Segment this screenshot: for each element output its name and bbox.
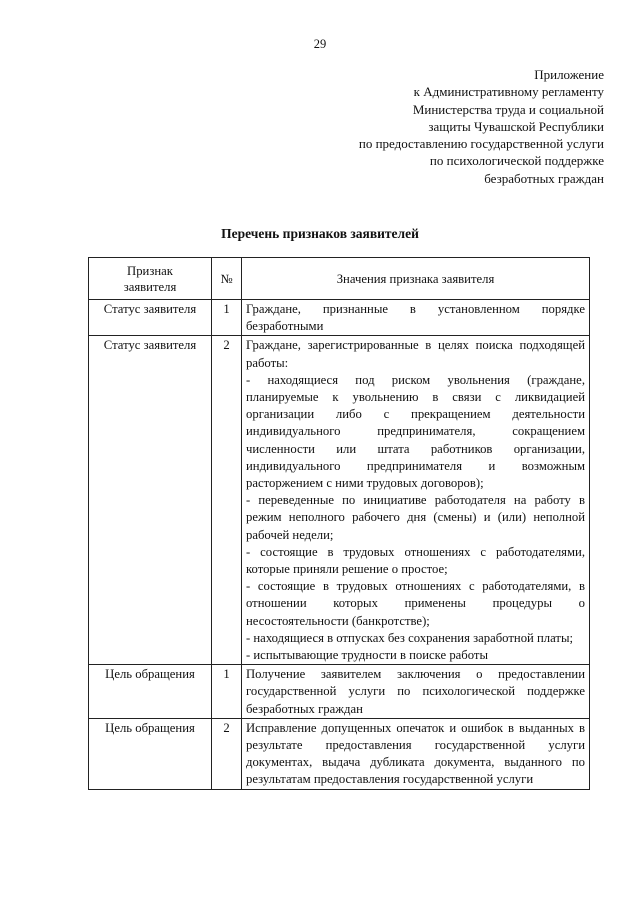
table-row xyxy=(89,665,590,719)
table-body xyxy=(89,300,590,790)
row-number: 2 xyxy=(212,336,242,665)
table-row xyxy=(89,336,590,665)
table-row xyxy=(89,300,590,336)
appendix-line: безработных граждан xyxy=(484,170,604,186)
value-paragraph: - испытывающие трудности в поиске работы xyxy=(246,648,489,663)
row-attribute: Статус заявителя xyxy=(89,300,212,336)
appendix-line: по предоставлению государственной услуги xyxy=(358,136,604,152)
appendix-line: Приложение xyxy=(534,67,604,82)
row-attribute: Цель обращения xyxy=(89,718,212,789)
value-paragraph: - состоящие в трудовых отношениях с работодателями, которые приняли решение о простое; xyxy=(246,544,585,577)
header-value: Значения признака заявителя xyxy=(242,258,590,300)
header-attribute xyxy=(89,258,212,300)
appendix-line: Министерства труда и социальной xyxy=(412,101,604,117)
document-title: Перечень признаков заявителей xyxy=(221,226,419,241)
row-value xyxy=(242,300,590,336)
appendix-line: по психологической поддержке xyxy=(429,153,604,169)
page-number: 29 xyxy=(313,37,327,51)
table-row xyxy=(89,718,590,789)
value-paragraph: - находящиеся в отпусках без сохранения заработной платы; xyxy=(246,630,574,645)
row-value xyxy=(242,665,590,719)
row-number: 2 xyxy=(212,718,242,789)
value-paragraph: - находящиеся под риском увольнения (граждане, планируемые к увольнению в связи с ликвидацией организации либо с прекращением деятельности индивидуального предпринимателя, сокращением численности или штата работников организации, индивидуального предпринимателя и возможным расторжением с ними трудовых договоров); xyxy=(246,372,585,491)
value-paragraph: - состоящие в трудовых отношениях с работодателями, в отношении которых применены процедуры о несостоятельности (банкротстве); xyxy=(246,579,585,628)
row-attribute: Цель обращения xyxy=(89,665,212,719)
appendix-line: к Административному регламенту xyxy=(413,84,604,100)
appendix-header xyxy=(359,66,604,187)
appendix-line: защиты Чувашской Республики xyxy=(428,118,604,134)
value-paragraph: Исправление допущенных опечаток и ошибок в выданных в результате предоставления государственной услуги документах, выдача дубликата документа, выданного по результатам предоставления государственной услуги xyxy=(246,720,585,787)
header-attribute-label: Признак заявителя xyxy=(123,264,177,294)
header-number: № xyxy=(212,258,242,300)
value-paragraph: Получение заявителем заключения о предоставлении государственной услуги по психологической поддержке безработных граждан xyxy=(246,667,585,716)
value-paragraph: - переведенные по инициативе работодателя на работу в режим неполного рабочего дня (смены) и (или) неполной рабочей недели; xyxy=(246,493,585,542)
row-value xyxy=(242,336,590,665)
value-paragraph: Граждане, признанные в установленном порядке безработными xyxy=(246,302,585,334)
table-header-row xyxy=(89,258,590,300)
row-value xyxy=(242,718,590,789)
row-attribute: Статус заявителя xyxy=(89,336,212,665)
row-number: 1 xyxy=(212,300,242,336)
value-paragraph: Граждане, зарегистрированные в целях поиска подходящей работы: xyxy=(246,338,585,370)
criteria-table xyxy=(88,257,590,790)
row-number: 1 xyxy=(212,665,242,719)
